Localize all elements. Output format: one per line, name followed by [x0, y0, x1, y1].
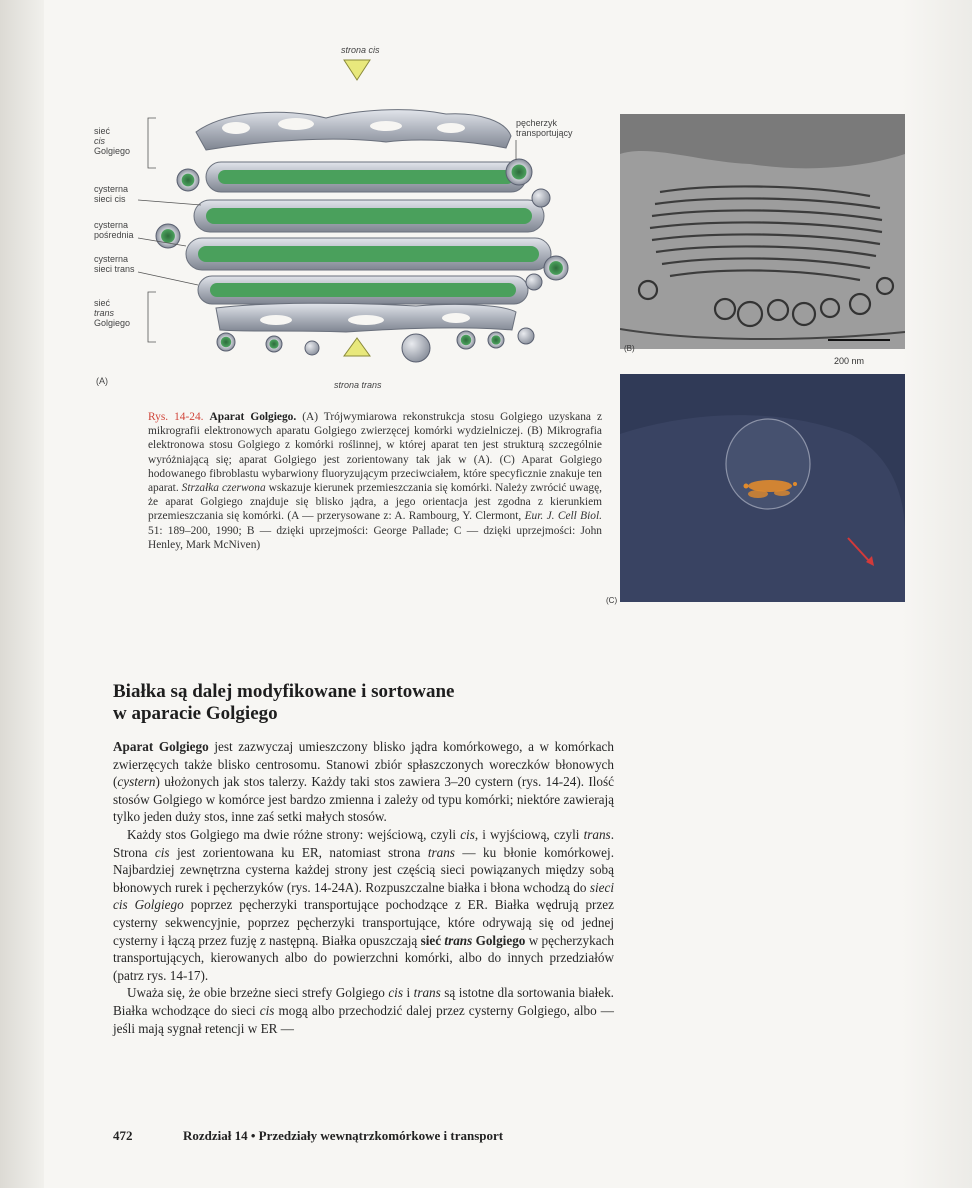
body-text: [113, 738, 614, 1037]
scan-edge-right: [902, 0, 972, 1188]
panel-label-c: (C): [606, 596, 618, 605]
label-cis-cisterna: cysterna sieci cis: [94, 184, 129, 204]
caption-label: Rys. 14-24.: [148, 411, 204, 423]
label-trans-cisterna: cysterna sieci trans: [94, 254, 135, 274]
golgi-illustration: [86, 40, 616, 400]
micrograph-image: [620, 114, 905, 349]
label-trans-face: strona trans: [334, 380, 382, 390]
label-cis-network: sieć cis Golgiego: [94, 126, 131, 156]
panel-label-a: (A): [96, 376, 108, 386]
panel-label-b: (B): [624, 344, 635, 353]
figure-a-golgi-diagram: [86, 40, 616, 400]
label-trans-network: sieć trans Golgiego: [94, 298, 131, 328]
paragraph-3: Uważa się, że obie brzeżne sieci strefy Golgiego cis i trans są istotne dla sortowania białek. Białka wchodzące do sieci cis mogą albo przechodzić dalej przez cysterny Golgiego, albo — jeśli mają sygnał retencji w ER —: [113, 985, 614, 1036]
label-cis-face: strona cis: [341, 45, 380, 55]
label-transport-vesicle: pęcherzyk transportujący: [516, 118, 573, 138]
figure-b-micrograph: [620, 114, 905, 349]
trans-arrow: [344, 338, 370, 356]
page-number: 472: [113, 1128, 133, 1143]
fluorescence-image: [620, 374, 905, 602]
cisterna-stack: [186, 162, 551, 304]
paragraph-2: Każdy stos Golgiego ma dwie różne strony: wejściową, czyli cis, i wyjściową, czyli trans. Strona cis jest zorientowana ku ER, natomiast strona trans — ku błonie komórkowej. Najbardziej zewnętrzna cysterna każdej strony jest częścią sieci powiązanych między sobą błonowych rurek i pęcherzyków (rys. 14-24A). Rozpuszczalne białka i błona wchodzą do sieci cis Golgiego poprzez pęcherzyki transportujące pochodzące z ER. Białka wędrują przez cysterny sekwencyjnie, poprzez pęcherzyki transportujące, które odrywają się od jednej cysterny i łączą przez fuzję z następną. Białka opuszczają sieć trans Golgiego w pęcherzykach transportujących, kierowanych albo do powierzchni komórki, albo do innych przedziałów (patrz rys. 14-17).: [113, 826, 615, 983]
figure-caption: Rys. 14-24. Aparat Golgiego. (A) Trójwymiarowa rekonstrukcja stosu Golgiego uzyskana z mikrografii elektronowych aparatu Golgiego zwierzęcej komórki wydzielniczej. (B) Mikrografia elektronowa stosu Golgiego z komórki roślinnej, w której aparat ten jest strukturą szczególnie wyróżniającą się; aparat Golgiego jest zorientowany tak jak w (A). (C) Aparat Golgiego hodowanego fibroblastu wybarwiony fluoryzującym przeciwciałem, które specyficznie znakuje ten aparat. Strzałka czerwona wskazuje kierunek przemieszczania się komórki. Należy zwrócić uwagę, że aparat Golgiego znajduje się blisko jądra, a jego orientacja jest zgodna z kierunkiem przemieszczania się komórki. (A — przerysowane z: A. Rambourg, Y. Clermont, Eur. J. Cell Biol. 51: 189–200, 1990; B — dzięki uprzejmości: George Pallade; C — dzięki uprzejmości: John Henley, Mark McNiven): [148, 411, 603, 551]
scale-bar-label: 200 nm: [834, 356, 865, 366]
page-footer: [113, 1128, 633, 1144]
nucleus: [726, 419, 810, 509]
cis-network: [196, 110, 511, 150]
trans-network: [216, 303, 516, 332]
caption-title: Aparat Golgiego.: [209, 411, 297, 423]
paragraph-1: Aparat Golgiego jest zazwyczaj umieszczony blisko jądra komórkowego, a w komórkach zwierzęcych także blisko centrosomu. Stanowi zbiór spłaszczonych woreczków błonowych (cystern) ułożonych jak stos talerzy. Każdy taki stos zawiera 3–20 cystern (rys. 14-24). Ilość stosów Golgiego w komórce jest bardzo zmienna i zależy od typu komórki; niektóre zawierają tylko jeden duży stos, inne zaś setki małych stosów.: [113, 739, 614, 825]
figure-c-fluorescence: [620, 374, 905, 602]
section-heading: Białka są dalej modyfikowane i sortowane w aparacie Golgiego: [113, 681, 455, 724]
running-footer: Rozdział 14 • Przedziały wewnątrzkomórkowe i transport: [183, 1128, 504, 1143]
cis-arrow: [344, 60, 370, 80]
label-medial-cisterna: cysterna pośrednia: [94, 220, 134, 240]
scan-edge-left: [0, 0, 44, 1188]
